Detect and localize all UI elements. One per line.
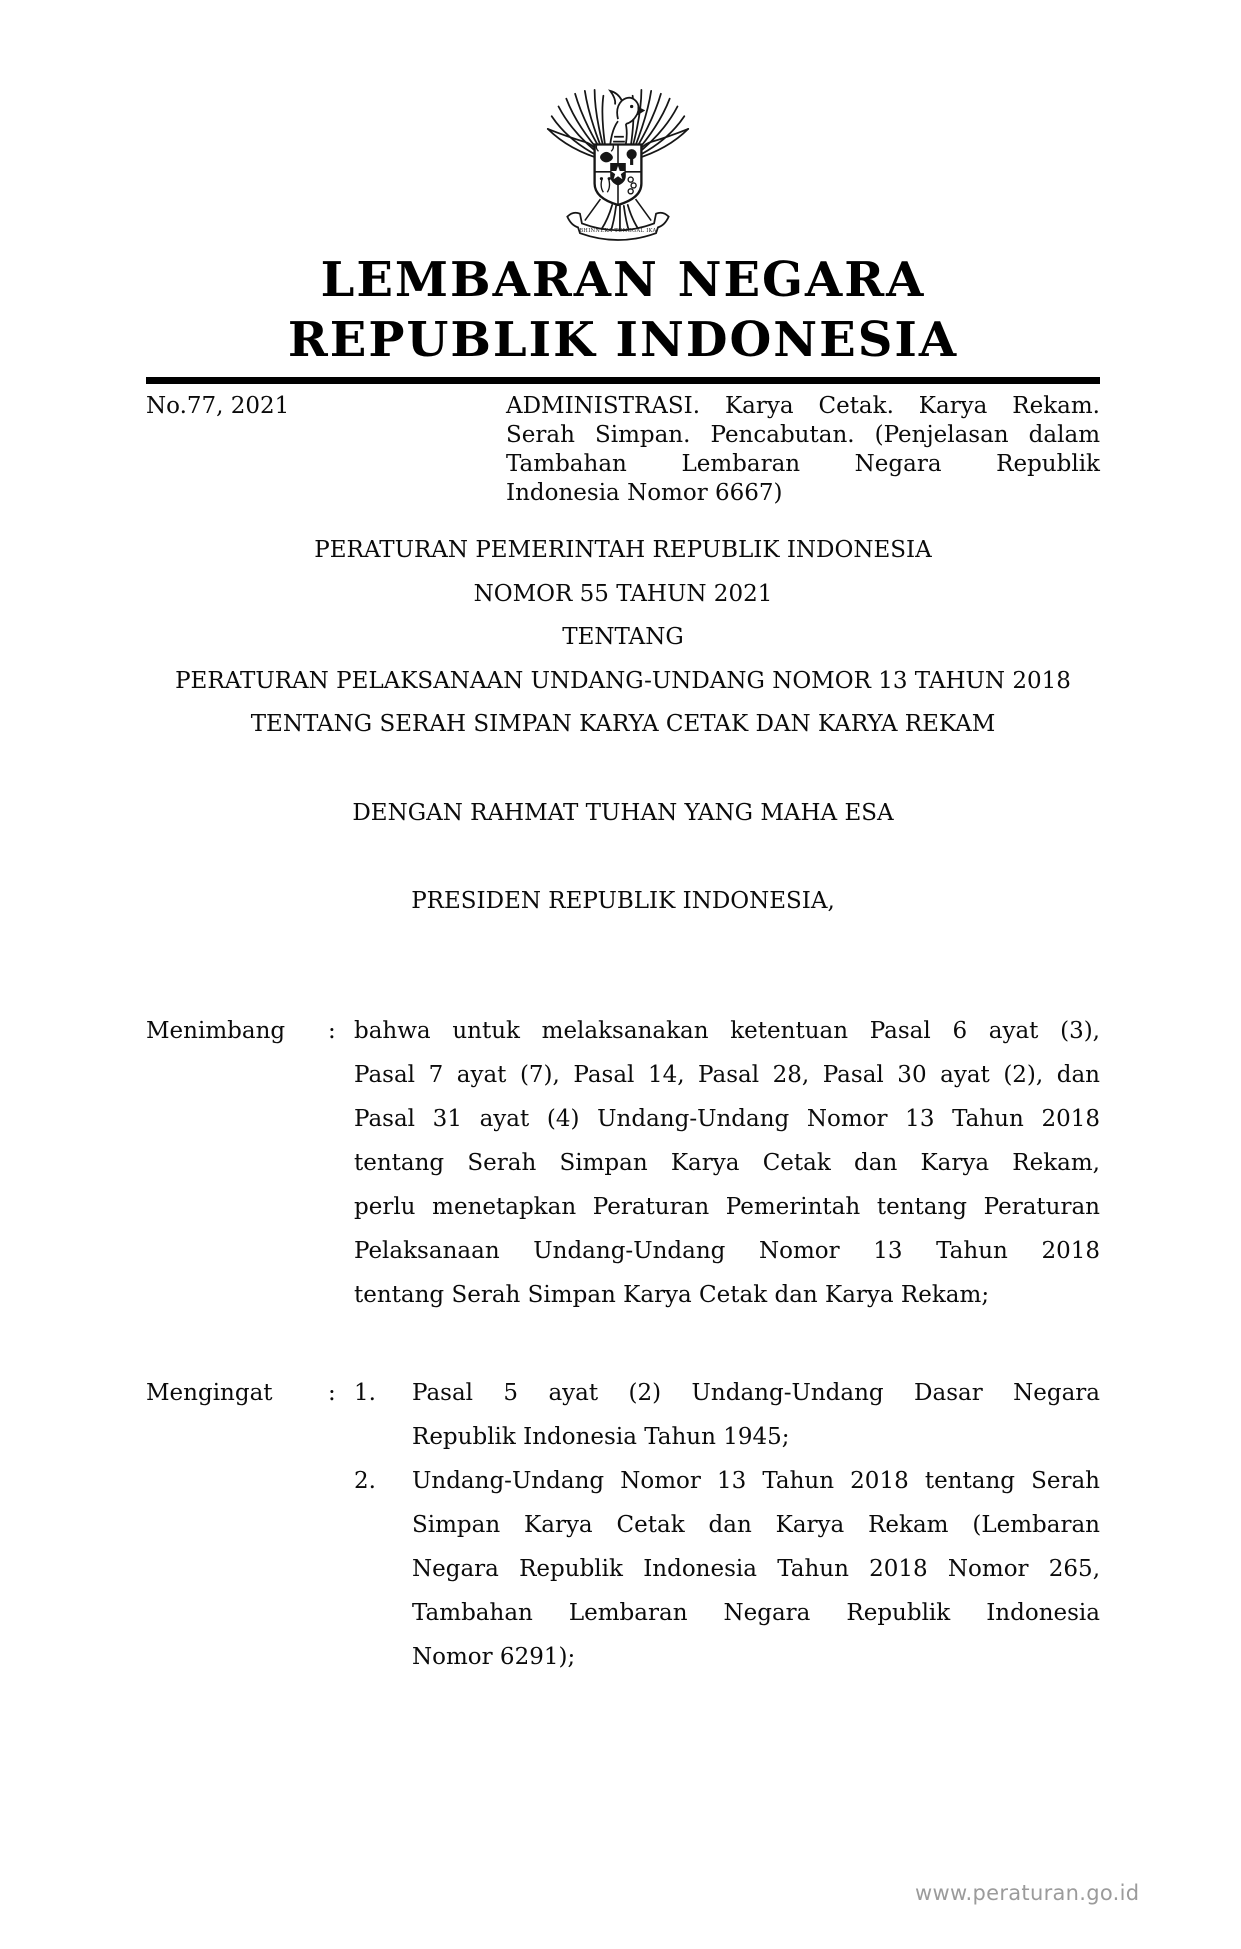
regulation-subject-line: PERATURAN PELAKSANAAN UNDANG-UNDANG NOMOR 13 TAHUN 2018	[175, 667, 1071, 694]
recalling-item-line: Pasal 5 ayat (2) Undang-Undang Dasar Negara	[412, 1380, 1100, 1406]
subject-annotation-line: Indonesia Nomor 6667)	[506, 480, 783, 506]
recalling-item-1	[354, 1371, 1100, 1459]
considering-line: Pasal 7 ayat (7), Pasal 14, Pasal 28, Pasal 30 ayat (2), dan	[354, 1062, 1100, 1088]
emblem-motto-text: BHINNEKA TUNGGAL IKA	[579, 228, 657, 235]
considering-line: Pelaksanaan Undang-Undang Nomor 13 Tahun 2018	[354, 1238, 1100, 1264]
recalling-item-line: Nomor 6291);	[412, 1644, 576, 1670]
considering-line: bahwa untuk melaksanakan ketentuan Pasal 6 ayat (3),	[354, 1018, 1100, 1044]
considering-section	[146, 1009, 1100, 1317]
regulation-number-line: NOMOR 55 TAHUN 2021	[473, 580, 773, 607]
recalling-item-line: Simpan Karya Cetak dan Karya Rekam (Lembaran	[412, 1512, 1100, 1538]
issuer-line: PRESIDEN REPUBLIK INDONESIA,	[411, 888, 835, 914]
recalling-item-line: Tambahan Lembaran Negara Republik Indonesia	[412, 1600, 1100, 1626]
header-divider	[146, 377, 1100, 384]
recalling-list	[354, 1371, 1100, 1679]
recalling-item-number: 2.	[354, 1468, 376, 1494]
recalling-item-line: Undang-Undang Nomor 13 Tahun 2018 tentang Serah	[412, 1468, 1100, 1494]
invocation-line: DENGAN RAHMAT TUHAN YANG MAHA ESA	[352, 800, 894, 826]
subject-annotation-line: ADMINISTRASI. Karya Cetak. Karya Rekam.	[506, 393, 1100, 419]
subject-annotation-line: Serah Simpan. Pencabutan. (Penjelasan dalam	[506, 422, 1100, 448]
recalling-item-number: 1.	[354, 1380, 376, 1406]
masthead-line-2: REPUBLIK INDONESIA	[287, 312, 959, 368]
considering-text	[354, 1009, 1100, 1317]
gazette-number: No.77, 2021	[146, 393, 290, 419]
recalling-item-2	[354, 1459, 1100, 1679]
recalling-item-line: Republik Indonesia Tahun 1945;	[412, 1424, 790, 1450]
recalling-item-text	[412, 1459, 1100, 1679]
recalling-item-text	[412, 1371, 1100, 1459]
considering-colon: :	[328, 1018, 336, 1044]
subject-annotation-line: Tambahan Lembaran Negara Republik	[506, 451, 1100, 477]
considering-line: tentang Serah Simpan Karya Cetak dan Karya Rekam,	[354, 1150, 1100, 1176]
considering-line: perlu menetapkan Peraturan Pemerintah tentang Peraturan	[354, 1194, 1100, 1220]
recalling-label: Mengingat	[146, 1380, 273, 1406]
masthead-line-1: LEMBARAN NEGARA	[320, 252, 926, 308]
regulation-title-block	[146, 529, 1100, 747]
masthead-title	[146, 250, 1100, 370]
regulation-subject-line: TENTANG SERAH SIMPAN KARYA CETAK DAN KARYA REKAM	[250, 711, 996, 737]
considering-line: tentang Serah Simpan Karya Cetak dan Karya Rekam;	[354, 1282, 990, 1308]
recalling-item-line: Negara Republik Indonesia Tahun 2018 Nomor 265,	[412, 1556, 1100, 1582]
subject-annotation	[506, 392, 1100, 508]
recalling-section	[146, 1371, 1100, 1679]
watermark-url: www.peraturan.go.id	[915, 1881, 1140, 1905]
garuda-pancasila-emblem-icon	[540, 84, 696, 244]
regulation-type-line: PERATURAN PEMERINTAH REPUBLIK INDONESIA	[314, 537, 932, 563]
considering-label: Menimbang	[146, 1018, 286, 1044]
considering-line: Pasal 31 ayat (4) Undang-Undang Nomor 13 Tahun 2018	[354, 1106, 1100, 1132]
recalling-colon: :	[328, 1380, 336, 1406]
tentang-label-line: TENTANG	[562, 624, 684, 650]
